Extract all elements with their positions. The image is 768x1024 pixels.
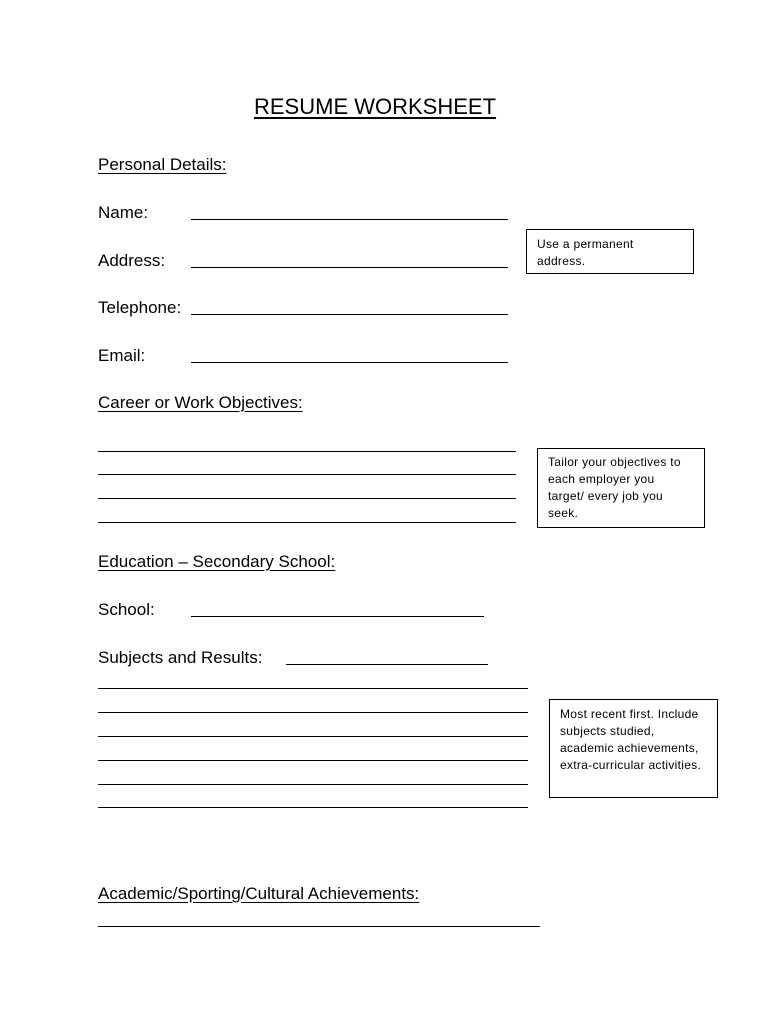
telephone-label: Telephone: xyxy=(98,298,182,317)
objectives-blank-line[interactable] xyxy=(98,451,516,452)
subjects-results-label: Subjects and Results: xyxy=(98,648,263,667)
subjects-blank-line[interactable] xyxy=(98,712,528,713)
education-tip-box: Most recent first. Include subjects studied, academic achievements, extra-curricular activities. xyxy=(549,699,718,798)
address-label: Address: xyxy=(98,251,166,270)
education-heading: Education – Secondary School: xyxy=(98,552,336,571)
telephone-blank[interactable] xyxy=(191,314,508,315)
address-blank[interactable] xyxy=(191,267,508,268)
objectives-blank-line[interactable] xyxy=(98,474,516,475)
email-label: Email: xyxy=(98,346,146,365)
name-label: Name: xyxy=(98,203,149,222)
address-tip-box: Use a permanent address. xyxy=(526,229,694,274)
subjects-blank-line[interactable] xyxy=(98,760,528,761)
subjects-blank-line[interactable] xyxy=(98,784,528,785)
personal-details-heading: Personal Details: xyxy=(98,155,227,174)
school-label: School: xyxy=(98,600,155,619)
school-blank[interactable] xyxy=(191,616,484,617)
achievements-blank-line[interactable] xyxy=(98,926,540,927)
objectives-blank-line[interactable] xyxy=(98,498,516,499)
achievements-heading: Academic/Sporting/Cultural Achievements: xyxy=(98,884,420,903)
subjects-results-blank[interactable] xyxy=(286,664,488,665)
name-blank[interactable] xyxy=(191,219,508,220)
email-blank[interactable] xyxy=(191,362,508,363)
subjects-blank-line[interactable] xyxy=(98,736,528,737)
objectives-tip-box: Tailor your objectives to each employer you target/ every job you seek. xyxy=(537,448,705,528)
objectives-blank-line[interactable] xyxy=(98,522,516,523)
subjects-blank-line[interactable] xyxy=(98,807,528,808)
subjects-blank-line[interactable] xyxy=(98,688,528,689)
career-objectives-heading: Career or Work Objectives: xyxy=(98,393,303,412)
page-title: RESUME WORKSHEET xyxy=(254,94,497,119)
